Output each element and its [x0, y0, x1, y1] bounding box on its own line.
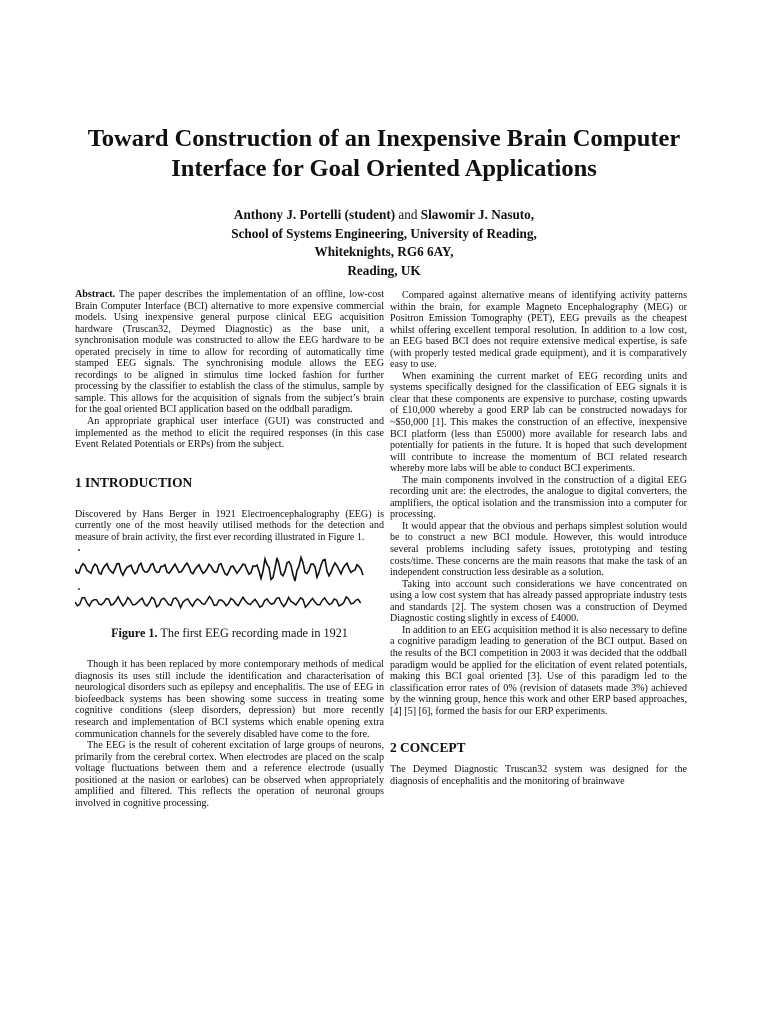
author-1: Anthony J. Portelli (student)	[233, 207, 396, 222]
right-paragraph-4: It would appear that the obvious and perhaps simplest solution would be to construct a new BCI module. However, this would introduce several problems including safety issues, prototyping and testing costs/time. These concerns are the main reasons that make the task of an independent construction less desirable as a solution.	[390, 520, 687, 579]
title-line-2: Interface for Goal Oriented Applications	[171, 155, 597, 182]
figure-caption	[75, 626, 384, 640]
eeg-trace-lower	[75, 593, 365, 611]
right-paragraph-1: Compared against alternative means of identifying activity patterns within the brain, for example Magneto Encephalography (MEG) or Positron Emission Tomography (PET), EEG prevails as the cheapest whilst offering excellent temporal resolution. In addition to a low cost, an EEG based BCI does not require extensive medical expertise, is safe (with properly tested medical grade equipment), and it is comparatively easy to use.	[390, 290, 687, 371]
title-line-1: Toward Construction of an Inexpensive Brain Computer	[87, 125, 681, 152]
eeg-trace-upper	[75, 555, 365, 583]
right-column	[390, 290, 687, 787]
right-paragraph-2: When examining the current market of EEG recording units and systems specifically designed for the classification of EEG signals it is clear that these components are expensive to purchase, costing upwards of £10,000 whereby a good ERP lab can be constructed nowadays for ~$50,000 [1]. This makes the construction of an effective, inexpensive BCI platform (less than £5000) more available for research labs and potentially for patients in the future. It is hoped that such development will contribute to increase the momentum of BCI related research whereby more labs will be able to conduct BCI experiments.	[390, 370, 687, 475]
intro-paragraph-3: The EEG is the result of coherent excitation of large groups of neurons, primarily from the cerebral cortex. When electrodes are placed on the scalp voltage fluctuations between them and a reference electrode (usually positioned at the nasion or earlobes) can be observed when appropriately amplified and filtered. This reflects the operation of neuronal groups involved in cognitive processing.	[75, 740, 384, 809]
affiliation: School of Systems Engineering, University of Reading,	[231, 225, 537, 241]
right-paragraph-3: The main components involved in the construction of a digital EEG recording unit are: the electrodes, the analogue to digital converters, the amplifiers, the optical isolation and the transmission into a computer for processing.	[390, 474, 687, 521]
introduction-heading: 1 INTRODUCTION	[75, 474, 193, 490]
figure-marker-dot	[78, 549, 80, 551]
right-paragraph-6: In addition to an EEG acquisition method it is also necessary to define a cognitive paradigm leading to generation of the BCI output. Based on the results of the BCI competition in 2003 it was decided that the oddball paradigm would be applied for the elicitation of event related potentials, making this BCI goal oriented [3]. Use of this paradigm led to the classification error rates of 0% (revision of datasets made 3%) achieved by the winning group, hence this work and other ERP based approaches, [4] [5] [6], formed the basis for our ERP experiments.	[390, 624, 687, 717]
figure-marker-dot	[78, 588, 80, 590]
eeg-trace-lower-line	[75, 597, 361, 608]
author-2: Slawomir J. Nasuto,	[420, 207, 535, 222]
eeg-trace-upper-line	[75, 558, 363, 582]
left-column	[75, 289, 384, 809]
right-paragraph-5: Taking into account such considerations we have concentrated on using a low cost system that has already passed appropriate industry tests and standards [2]. The system chosen was a construction of Deymed Diagnostic costing slightly in excess of £4000.	[390, 578, 687, 625]
abstract-label: Abstract.	[75, 289, 116, 300]
abstract-paragraph-2: An appropriate graphical user interface (GUI) was constructed and implemented as the method to elicit the required responses (in this case Event Related Potentials or ERPs) from the subject.	[75, 416, 384, 451]
abstract	[75, 289, 384, 416]
address-line-2: Reading, UK	[347, 262, 421, 278]
author-conjunction: and	[398, 207, 418, 222]
author-line	[100, 206, 668, 225]
author-block	[100, 206, 668, 280]
address-line-1: Whiteknights, RG6 6AY,	[314, 244, 454, 259]
figure-1	[75, 549, 384, 659]
abstract-text: The paper describes the implementation of an offline, low-cost Brain Computer Interface (BCI) alternative to more expensive commercial models. Using inexpensive general purpose clinical EEG acquisition hardware (Truscan32, Deymed Diagnostic) as the base unit, a synchronisation module was constructed to allow the EEG hardware to be operated precisely in time to allow for recording of automatically time stamped EEG signals. The synchronising module allows the EEG recordings to be aligned in stimulus time locked fashion for further processing by the classifier to establish the class of the stimulus, sample by sample. This allows for the acquisition of signals from the subject’s brain for the goal oriented BCI application based on the oddball paradigm.	[75, 289, 384, 416]
concept-paragraph-1: The Deymed Diagnostic Truscan32 system was designed for the diagnosis of encephalitis and the monitoring of brainwave	[390, 764, 687, 787]
intro-paragraph-1: Discovered by Hans Berger in 1921 Electroencephalography (EEG) is currently one of the most heavily utilised methods for the detection and measure of brain activity, the first ever recording illustrated in Figure 1.	[75, 508, 384, 543]
figure-label: Figure 1.	[111, 626, 158, 641]
paper-title	[40, 124, 728, 184]
concept-heading: 2 CONCEPT	[390, 740, 466, 756]
intro-paragraph-2: Though it has been replaced by more contemporary methods of medical diagnosis its uses still include the identification and characterisation of neurological disorders such as epilepsy and encephalitis. The use of EEG in biofeedback systems has been showing some success in treating some cognitive conditions (sleep disorders, depression) but more recently research and implementation of BCI systems which enable opening extra communication channels for the severely disabled have come to the fore.	[75, 659, 384, 740]
figure-caption-text: The first EEG recording made in 1921	[160, 626, 348, 641]
